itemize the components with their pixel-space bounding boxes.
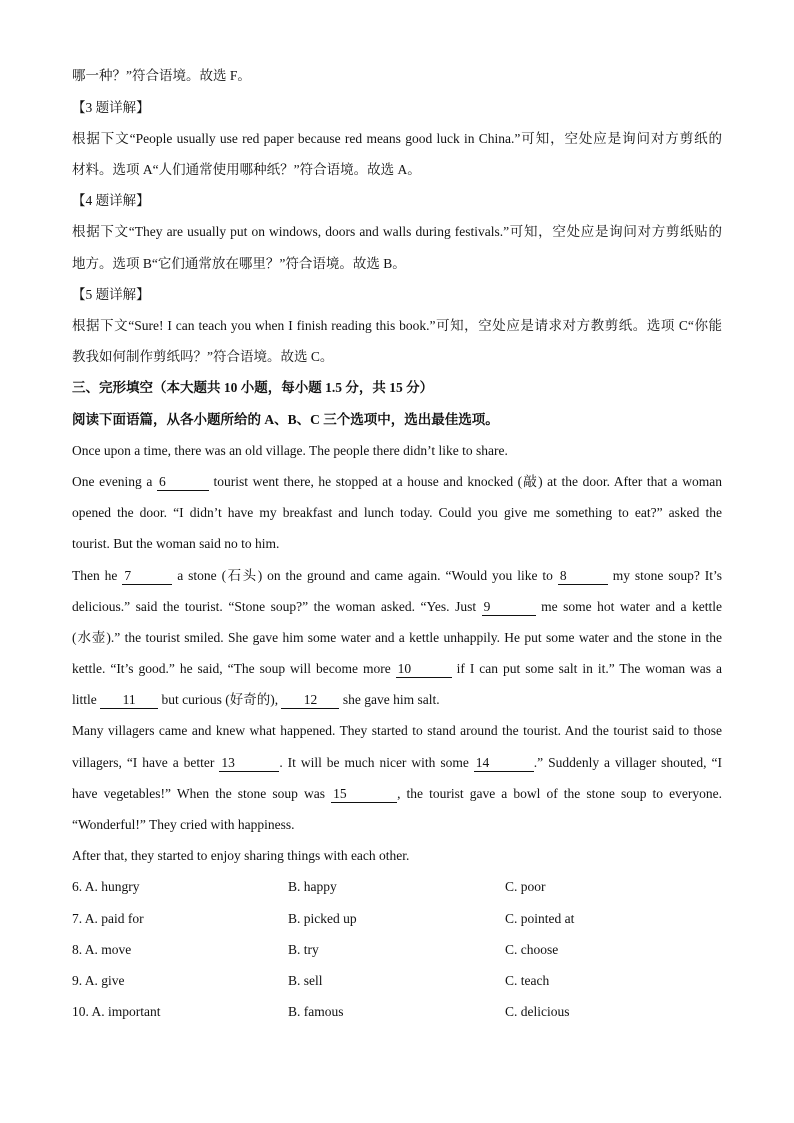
passage-line: (水壶).” the tourist smiled. She gave him some water and a kettle unhappily. He put some water and the stone in the <box>72 630 722 645</box>
option-c: C. pointed at <box>505 911 575 926</box>
option-c: C. choose <box>505 942 559 957</box>
passage-line: kettle. “It’s good.” he said, “The soup will become more 10 if I can put some salt in it.” The woman was a <box>72 661 722 676</box>
option-a: 6. A. hungry <box>72 879 140 894</box>
passage-line: have vegetables!” When the stone soup was 15 , the tourist gave a bowl of the stone soup to everyone. <box>72 786 722 801</box>
q4-explanation-line: 根据下文“They are usually put on windows, doors and walls during festivals.”可知，空处应是询问对方剪纸贴的 <box>72 224 722 239</box>
option-c: C. teach <box>505 973 550 988</box>
option-b: B. happy <box>288 879 337 894</box>
q4-explanation-line: 地方。选项 B“它们通常放在哪里？”符合语境。故选 B。 <box>72 256 406 271</box>
passage-line: villagers, “I have a better 13 . It will be much nicer with some 14 .” Suddenly a villager shouted, “I <box>72 755 722 770</box>
passage-line: delicious.” said the tourist. “Stone soup?” the woman asked. “Yes. Just 9 me some hot water and a kettle <box>72 599 722 614</box>
answer-line: 哪一种？”符合语境。故选 F。 <box>72 68 251 83</box>
blank-13: 13 <box>219 755 279 772</box>
option-c: C. poor <box>505 879 546 894</box>
blank-8: 8 <box>558 568 608 585</box>
passage-line: tourist. But the woman said no to him. <box>72 536 280 551</box>
section-heading: 三、完形填空（本大题共 10 小题，每小题 1.5 分，共 15 分） <box>72 380 434 395</box>
q5-title: 【5 题详解】 <box>72 287 150 302</box>
passage-line: Many villagers came and knew what happened. They started to stand around the tourist. And the tourist said to those <box>72 723 722 738</box>
blank-14: 14 <box>474 755 534 772</box>
option-b: B. sell <box>288 973 323 988</box>
passage-line: Once upon a time, there was an old village. The people there didn’t like to share. <box>72 443 508 458</box>
option-row-7 <box>72 909 722 929</box>
blank-10: 10 <box>396 661 452 678</box>
q4-title: 【4 题详解】 <box>72 193 150 208</box>
blank-7: 7 <box>122 568 172 585</box>
q3-title: 【3 题详解】 <box>72 100 150 115</box>
option-c: C. delicious <box>505 1004 570 1019</box>
passage-line: opened the door. “I didn’t have my breakfast and lunch today. Could you give me something to eat?” asked the <box>72 505 722 520</box>
option-row-9 <box>72 971 722 991</box>
passage-line: little 11 but curious (好奇的), 12 she gave him salt. <box>72 692 440 707</box>
option-row-8 <box>72 940 722 960</box>
q3-explanation-line: 材料。选项 A“人们通常使用哪种纸？”符合语境。故选 A。 <box>72 162 421 177</box>
option-row-6 <box>72 877 722 897</box>
q3-explanation-line: 根据下文“People usually use red paper because red means good luck in China.”可知，空处应是询问对方剪纸的 <box>72 131 722 146</box>
blank-12: 12 <box>281 692 339 709</box>
q5-explanation-line: 教我如何制作剪纸吗？”符合语境。故选 C。 <box>72 349 334 364</box>
blank-11: 11 <box>100 692 158 709</box>
blank-9: 9 <box>482 599 536 616</box>
option-a: 9. A. give <box>72 973 125 988</box>
option-b: B. famous <box>288 1004 344 1019</box>
passage-line: “Wonderful!” They cried with happiness. <box>72 817 295 832</box>
q5-explanation-line: 根据下文“Sure! I can teach you when I finish reading this book.”可知，空处应是请求对方教剪纸。选项 C“你能 <box>72 318 722 333</box>
blank-15: 15 <box>331 786 397 803</box>
option-a: 10. A. important <box>72 1004 161 1019</box>
option-b: B. picked up <box>288 911 357 926</box>
passage-line: Then he 7 a stone (石头) on the ground and came again. “Would you like to 8 my stone soup? It’s <box>72 568 722 583</box>
passage-line: One evening a 6 tourist went there, he stopped at a house and knocked (敲) at the door. After that a woman <box>72 474 722 489</box>
option-a: 7. A. paid for <box>72 911 144 926</box>
option-b: B. try <box>288 942 319 957</box>
blank-6: 6 <box>157 474 209 491</box>
option-a: 8. A. move <box>72 942 132 957</box>
option-row-10 <box>72 1002 722 1022</box>
section-instruction: 阅读下面语篇，从各小题所给的 A、B、C 三个选项中，选出最佳选项。 <box>72 412 499 427</box>
passage-line: After that, they started to enjoy sharing things with each other. <box>72 848 410 863</box>
